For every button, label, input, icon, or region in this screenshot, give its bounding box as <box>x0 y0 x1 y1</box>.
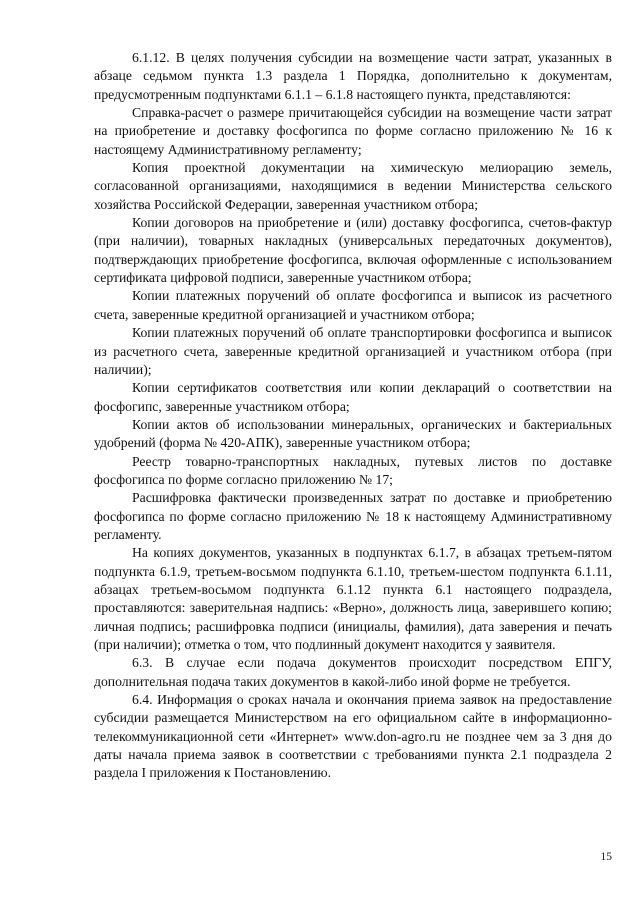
paragraph-waybill-registry: Реестр товарно-транспортных накладных, путевых листов по доставке фосфогипса по форме согласно приложению № 17; <box>94 453 612 487</box>
paragraph-transport-payment-orders: Копии платежных поручений об оплате транспортировки фосфогипса и выписок из расчетного счета, заверенные кредитной организацией и участником отбора (при наличии); <box>94 325 612 377</box>
paragraph-certificates: Копии сертификатов соответствия или копии деклараций о соответствии на фосфогипс, заверенные участником отбора; <box>94 380 612 414</box>
document-body <box>94 49 612 783</box>
paragraph-6-4: 6.4. Информация о сроках начала и окончания приема заявок на предоставление субсидии размещается Министерством на его официальном сайте в информационно-телекоммуникационной сети «Интернет» www.don-agro.ru не позднее чем за 3 дня до даты начала приема заявок в соответствии с требованиями пункта 2.1 подраздела 2 раздела I приложения к Постановлению. <box>94 692 612 781</box>
paragraph-contract-copies: Копии договоров на приобретение и (или) доставку фосфогипса, счетов-фактур (при наличии), товарных накладных (универсальных передаточных документов), подтверждающих приобретение фосфогипса, включая оформленные с использованием сертификата цифровой подписи, заверенные участником отбора; <box>94 215 612 286</box>
page-number: 15 <box>600 851 612 863</box>
paragraph-calculation-certificate: Справка-расчет о размере причитающейся субсидии на возмещение части затрат на приобретение и доставку фосфогипса по форме согласно приложению № 16 к настоящему Административному регламенту; <box>94 105 612 157</box>
paragraph-cost-breakdown: Расшифровка фактически произведенных затрат по доставке и приобретению фосфогипса по форме согласно приложению № 18 к настоящему Административному регламенту. <box>94 490 612 542</box>
paragraph-fertilizer-acts: Копии актов об использовании минеральных, органических и бактериальных удобрений (форма № 420-АПК), заверенные участником отбора; <box>94 416 612 451</box>
paragraph-6-3: 6.3. В случае если подача документов происходит посредством ЕПГУ, дополнительная подача таких документов в какой-либо иной форме не требуется. <box>94 655 612 689</box>
paragraph-payment-orders: Копии платежных поручений об оплате фосфогипса и выписок из расчетного счета, заверенные кредитной организацией и участником отбора; <box>94 288 612 322</box>
paragraph-6-1-12: 6.1.12. В целях получения субсидии на возмещение части затрат, указанных в абзаце седьмом пункта 1.3 раздела 1 Порядка, дополнительно к документам, предусмотренным подпунктами 6.1.1 – 6.1.8 настоящего пункта, представляются: <box>94 50 612 102</box>
paragraph-project-documentation: Копия проектной документации на химическую мелиорацию земель, согласованной организациями, находящимися в ведении Министерства сельского хозяйства Российской Федерации, заверенная участником отбора; <box>94 160 612 212</box>
paragraph-certification-note: На копиях документов, указанных в подпунктах 6.1.7, в абзацах третьем-пятом подпункта 6.1.9, третьем-восьмом подпункта 6.1.10, третьем-шестом подпункта 6.1.11, абзацах третьем-восьмом подпункта 6.1.12 пункта 6.1 настоящего подраздела, проставляются: заверительная надпись: «Верно», должность лица, заверившего копию; личная подпись; расшифровка подписи (инициалы, фамилия), дата заверения и печать (при наличии); отметка о том, что подлинный документ находится у заявителя. <box>94 545 612 652</box>
